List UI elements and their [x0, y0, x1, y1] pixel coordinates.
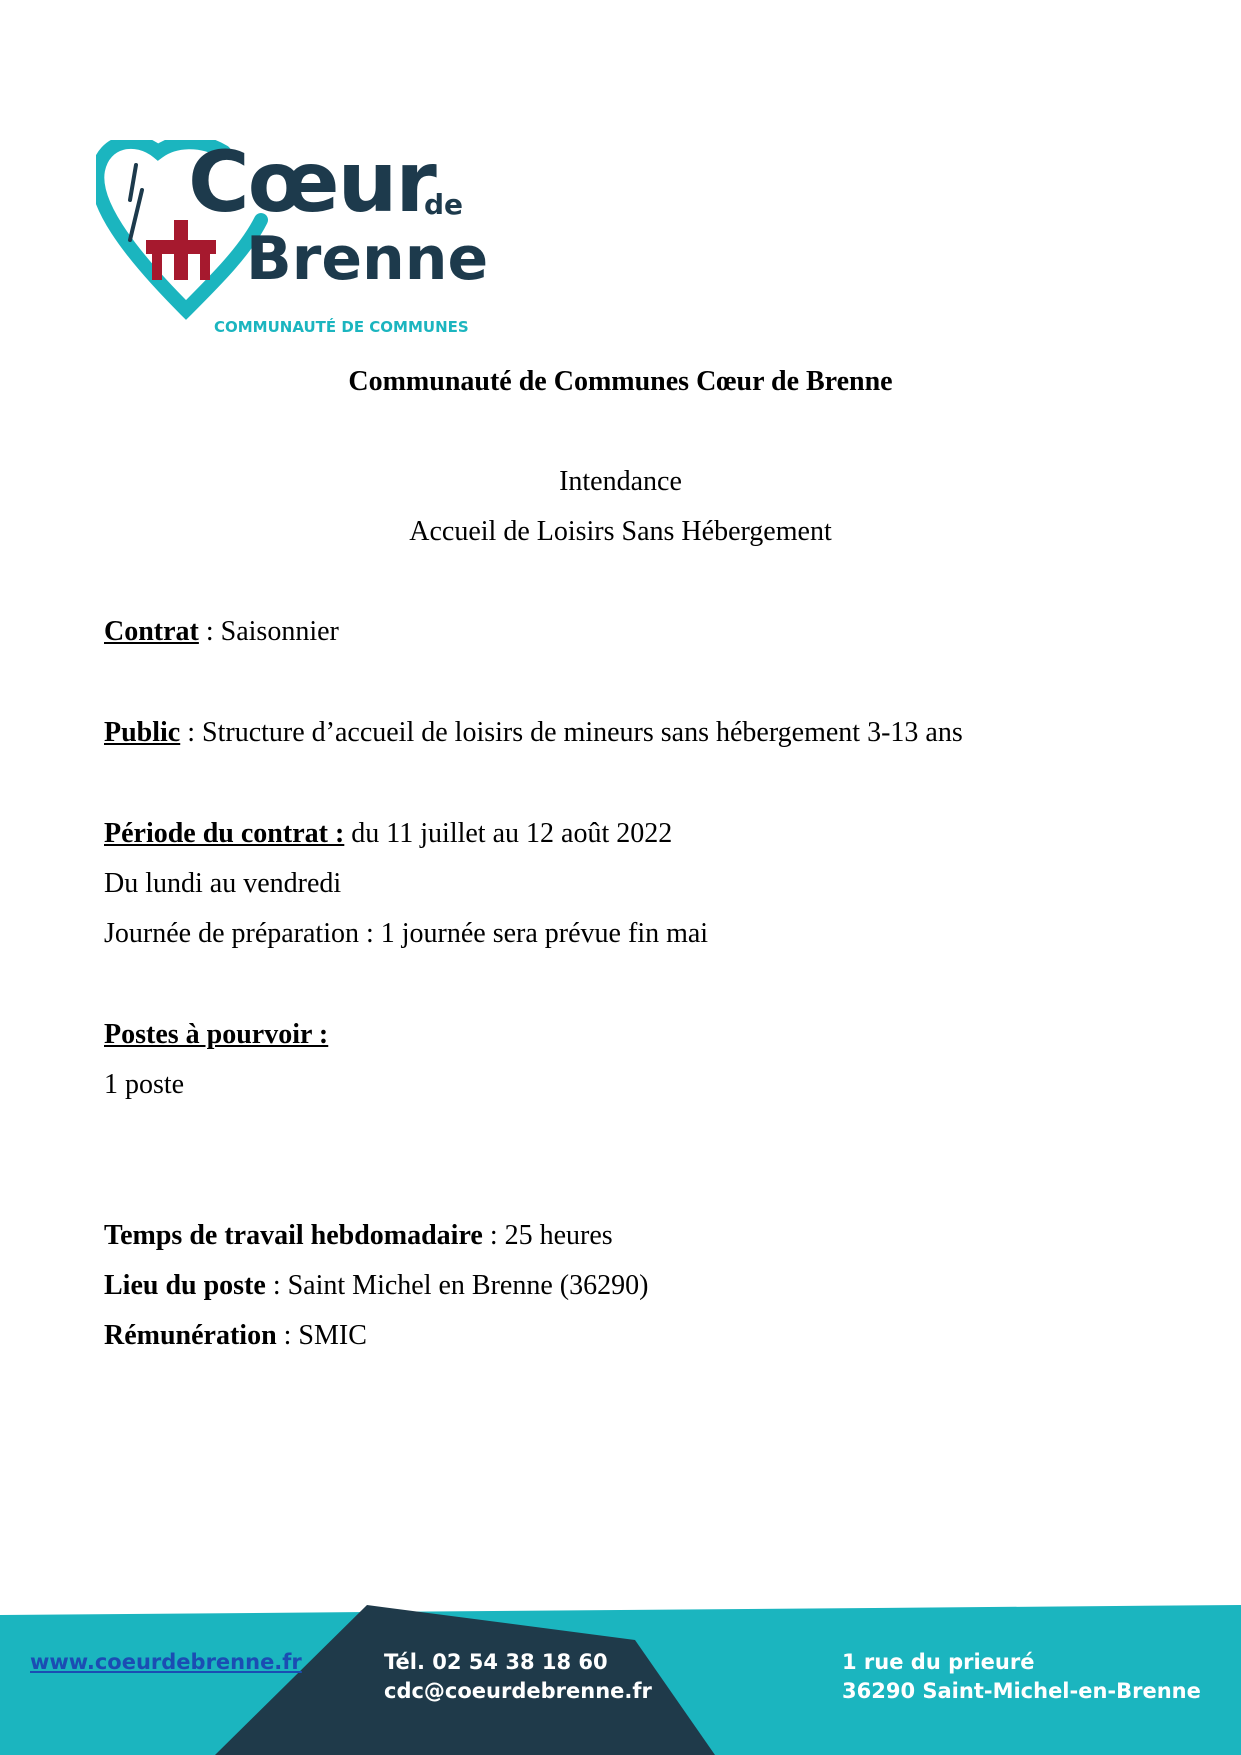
remuneration-value: : SMIC: [276, 1320, 367, 1351]
postes-label: Postes à pourvoir :: [104, 1019, 329, 1050]
periode-line: [104, 818, 672, 850]
contrat-value: : Saisonnier: [198, 616, 339, 647]
website-link[interactable]: www.coeurdebrenne.fr: [30, 1650, 302, 1674]
brand-tagline: COMMUNAUTÉ DE COMMUNES: [214, 318, 469, 336]
public-line: [104, 717, 963, 749]
phone-text: Tél. 02 54 38 18 60: [384, 1650, 608, 1674]
logo: [96, 133, 489, 340]
lieu-line: [104, 1270, 648, 1302]
address-line-1: 1 rue du prieuré: [842, 1650, 1035, 1674]
preparation-line: Journée de préparation : 1 journée sera prévue fin mai: [104, 918, 709, 949]
days-line: Du lundi au vendredi: [104, 868, 342, 899]
temps-value: : 25 heures: [482, 1220, 613, 1251]
lieu-label: Lieu du poste: [104, 1270, 266, 1301]
contrat-label: Contrat: [104, 616, 199, 647]
postes-value: 1 poste: [104, 1069, 185, 1100]
postes-label-line: [104, 1019, 328, 1051]
email-text: cdc@coeurdebrenne.fr: [384, 1679, 652, 1703]
periode-value: du 11 juillet au 12 août 2022: [344, 818, 673, 849]
periode-label: Période du contrat :: [104, 818, 345, 849]
temps-line: [104, 1220, 613, 1252]
public-label: Public: [104, 717, 181, 748]
organization-title: Communauté de Communes Cœur de Brenne: [348, 366, 893, 397]
lieu-value: : Saint Michel en Brenne (36290): [265, 1270, 649, 1301]
brand-word-1: Cœur: [188, 133, 435, 231]
temps-label: Temps de travail hebdomadaire: [104, 1220, 483, 1251]
brand-word-2: Brenne: [246, 224, 489, 294]
address-line-2: 36290 Saint-Michel-en-Brenne: [842, 1679, 1201, 1703]
remuneration-label: Rémunération: [104, 1320, 277, 1351]
public-value: : Structure d’accueil de loisirs de mineurs sans hébergement 3-13 ans: [180, 717, 963, 748]
contrat-line: [104, 616, 339, 648]
remuneration-line: [104, 1320, 367, 1352]
brand-de: de: [424, 188, 464, 221]
job-title: Intendance: [559, 466, 682, 497]
job-department: Accueil de Loisirs Sans Hébergement: [409, 516, 832, 547]
